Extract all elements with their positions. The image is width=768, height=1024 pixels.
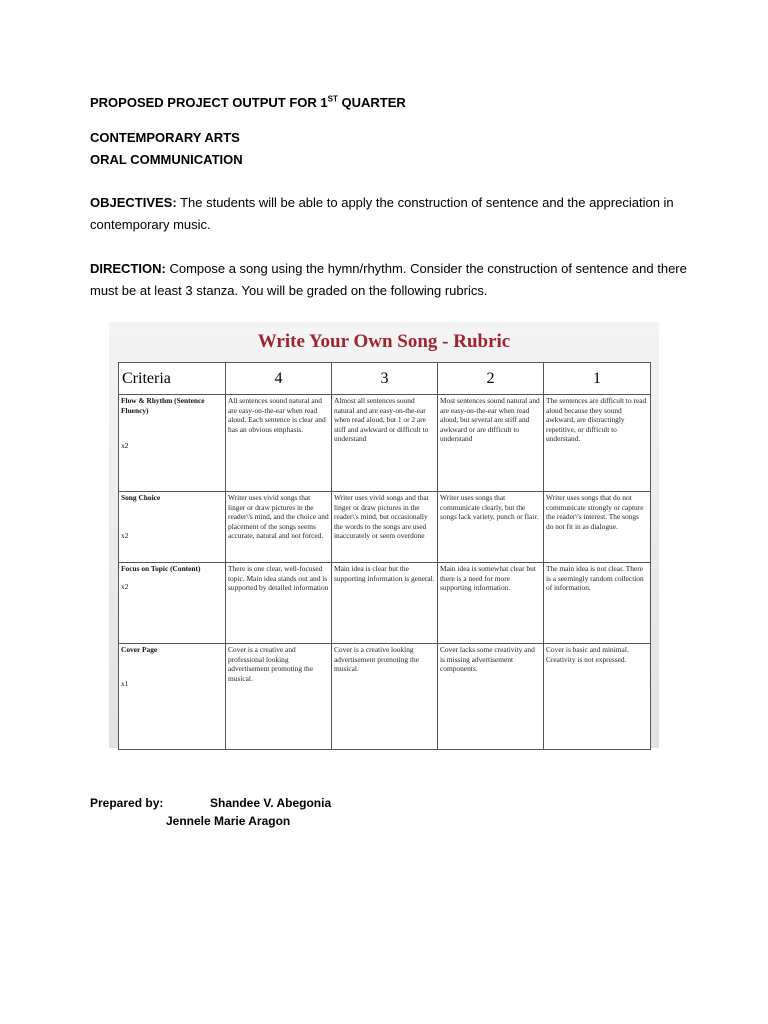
score-cell: Main idea is clear but the supporting information is general. — [332, 563, 438, 644]
rubric-title: Write Your Own Song - Rubric — [257, 331, 511, 352]
rubric-image — [109, 322, 659, 748]
preparer-name-2: Jennele Marie Aragon — [166, 814, 291, 828]
score-cell: Main idea is somewhat clear but there is a need for more supporting information. — [438, 563, 544, 644]
score-cell: Cover is a creative and professional looking advertisement promoting the musical. — [226, 644, 332, 750]
score-cell: The main idea is not clear. There is a seemingly random collection of information. — [544, 563, 651, 644]
score-cell: Writer uses vivid songs and that linger or draw pictures in the reader\'s mind, but occasionally the words to the songs are used inaccurately or seem overdone — [332, 492, 438, 563]
header-criteria: Criteria — [119, 363, 226, 395]
multiplier: x2 — [121, 441, 129, 450]
rubric-header-row — [119, 363, 651, 395]
objectives-paragraph — [90, 192, 690, 236]
score-cell: Writer uses songs that communicate clearly, but the songs lack variety, punch or flair. — [438, 492, 544, 563]
direction-text: Compose a song using the hymn/rhythm. Consider the construction of sentence and there must be at least 3 stanza. You will be graded on the following rubrics. — [90, 261, 687, 298]
score-cell: Almost all sentences sound natural and are easy-on-the-ear when read aloud, but 1 or 2 are stiff and awkward or difficult to understand — [332, 395, 438, 492]
score-cell: The sentences are difficult to read aloud because they sound awkward, are distractingly repetitive, or difficult to understand. — [544, 395, 651, 492]
table-row — [119, 644, 651, 750]
score-cell: All sentences sound natural and are easy-on-the-ear when read aloud. Each sentence is clear and has an obvious emphasis. — [226, 395, 332, 492]
score-cell: Writer uses vivid songs that linger or draw pictures in the reader\'s mind, and the choice and placement of the songs seems accurate, natural and not forced. — [226, 492, 332, 563]
multiplier: x2 — [121, 581, 129, 591]
header-score-3: 3 — [332, 363, 438, 395]
table-row — [119, 395, 651, 492]
subject-oral-communication: ORAL COMMUNICATION — [90, 152, 243, 167]
criteria-cell: Focus on Topic (Content) x2 — [119, 563, 226, 644]
table-row — [119, 563, 651, 644]
score-cell: Most sentences sound natural and are easy-on-the-ear when read aloud, but several are stiff and awkward or are difficult to understand — [438, 395, 544, 492]
criteria-cell: Flow & Rhythm (Sentence Fluency) x2 — [119, 395, 226, 492]
criteria-cell: Cover Page x1 — [119, 644, 226, 750]
header-score-2: 2 — [438, 363, 544, 395]
multiplier: x1 — [121, 678, 129, 688]
criteria-cell: Song Choice x2 — [119, 492, 226, 563]
page-title: PROPOSED PROJECT OUTPUT FOR 1ST QUARTER — [90, 94, 406, 110]
rubric-table — [118, 362, 651, 750]
direction-label: DIRECTION: — [90, 261, 166, 276]
score-cell: Cover is basic and minimal. Creativity is not expressed. — [544, 644, 651, 750]
score-cell: There is one clear, well-focused topic. Main idea stands out and is supported by detailed information — [226, 563, 332, 644]
direction-paragraph — [90, 258, 690, 302]
preparer-name-1: Shandee V. Abegonia — [210, 796, 332, 810]
table-row — [119, 492, 651, 563]
title-superscript: ST — [327, 94, 338, 104]
subject-contemporary-arts: CONTEMPORARY ARTS — [90, 130, 240, 145]
header-score-1: 1 — [544, 363, 651, 395]
prepared-by-label: Prepared by: — [90, 796, 164, 810]
multiplier: x2 — [121, 530, 129, 540]
header-score-4: 4 — [226, 363, 332, 395]
objectives-label: OBJECTIVES: — [90, 195, 177, 210]
score-cell: Cover lacks some creativity and is missing advertisement components. — [438, 644, 544, 750]
objectives-text: The students will be able to apply the construction of sentence and the appreciation in contemporary music. — [90, 195, 674, 232]
score-cell: Cover is a creative looking advertisement promoting the musical. — [332, 644, 438, 750]
score-cell: Writer uses songs that do not communicate strongly or capture the reader\'s interest. The songs do not fit in as dialogue. — [544, 492, 651, 563]
